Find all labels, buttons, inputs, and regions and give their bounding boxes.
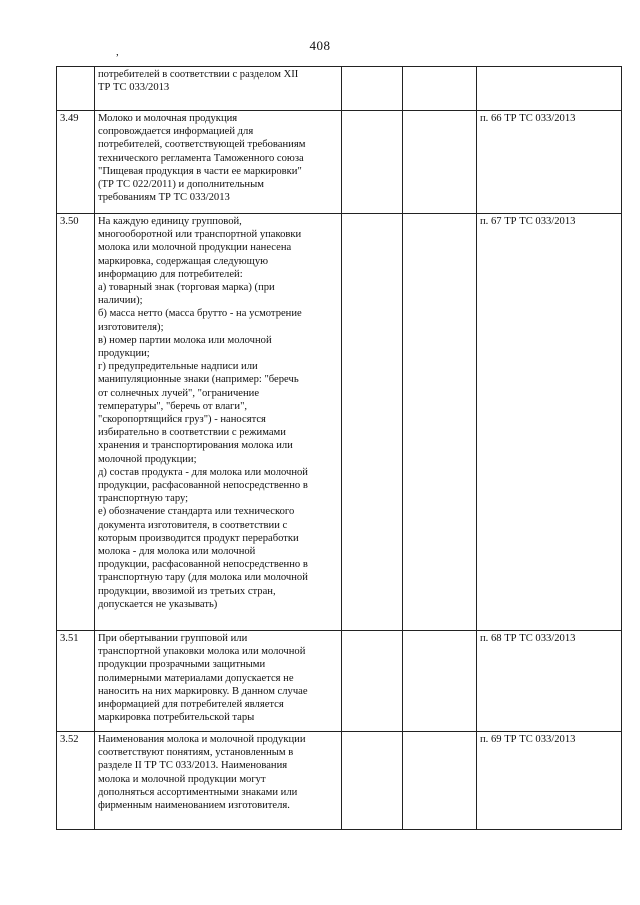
requirement-line: молока - для молока или молочной bbox=[98, 546, 256, 558]
requirement-line: молочной продукции; bbox=[98, 453, 197, 465]
requirement-line: потребителей, соответствующей требованиям bbox=[98, 139, 306, 151]
table-row bbox=[57, 67, 622, 111]
requirement-text bbox=[95, 214, 342, 631]
requirement-line: разделе II ТР ТС 033/2013. Наименования bbox=[98, 760, 288, 772]
requirement-line: продукции, расфасованной непосредственно в bbox=[98, 559, 308, 571]
regulation-reference bbox=[477, 67, 622, 111]
requirement-line: "Пищевая продукция в части ее маркировки" bbox=[98, 165, 302, 177]
regulation-reference: п. 68 ТР ТС 033/2013 bbox=[477, 631, 622, 732]
margin-mark: , bbox=[116, 46, 119, 58]
requirement-line: полимерными материалами допускается не bbox=[98, 672, 294, 684]
requirement-line: молока и молочной продукции могут bbox=[98, 773, 266, 785]
requirement-line: сопровождается информацией для bbox=[98, 126, 254, 138]
requirement-line: На каждую единицу групповой, bbox=[98, 216, 242, 227]
requirement-line: молока или молочной продукции нанесена bbox=[98, 242, 292, 254]
requirement-text bbox=[95, 111, 342, 214]
regulation-reference: п. 67 ТР ТС 033/2013 bbox=[477, 214, 622, 631]
requirement-line: многооборотной или транспортной упаковки bbox=[98, 229, 302, 241]
requirement-line: манипуляционные знаки (например: "беречь bbox=[98, 374, 299, 386]
requirement-line: документа изготовителя, в соответствии с bbox=[98, 519, 288, 531]
item-number: 3.52 bbox=[57, 732, 95, 830]
requirement-line: требованиям ТР ТС 033/2013 bbox=[98, 192, 230, 204]
requirement-line: е) обозначение стандарта или технического bbox=[98, 506, 295, 518]
requirement-line: (ТР ТС 022/2011) и дополнительным bbox=[98, 179, 264, 191]
empty-cell bbox=[403, 631, 477, 732]
requirement-line: соответствуют понятиям, установленным в bbox=[98, 747, 294, 759]
requirement-line: избирательно в соответствии с режимами bbox=[98, 427, 286, 439]
requirement-line: д) состав продукта - для молока или молочной bbox=[98, 466, 308, 478]
requirement-line: Наименования молока и молочной продукции bbox=[98, 734, 306, 745]
requirement-line: продукции; bbox=[98, 348, 150, 360]
requirement-line: которым производится продукт переработки bbox=[98, 532, 299, 544]
requirement-line: допускается не указывать) bbox=[98, 598, 218, 610]
table-row bbox=[57, 111, 622, 214]
requirement-text bbox=[95, 631, 342, 732]
requirement-line: хранения и транспортирования молока или bbox=[98, 440, 293, 452]
item-number: 3.49 bbox=[57, 111, 95, 214]
requirement-line: б) масса нетто (масса брутто - на усмотрение bbox=[98, 308, 302, 320]
requirement-line: транспортной упаковки молока или молочной bbox=[98, 646, 306, 658]
requirement-line: продукции прозрачными защитными bbox=[98, 659, 266, 671]
requirement-line: технического регламента Таможенного союза bbox=[98, 152, 304, 164]
requirement-line: температуры", "беречь от влаги", bbox=[98, 400, 248, 412]
empty-cell bbox=[342, 631, 403, 732]
requirement-line: в) номер партии молока или молочной bbox=[98, 334, 272, 346]
empty-cell bbox=[342, 214, 403, 631]
requirement-line: маркировка потребительской тары bbox=[98, 712, 255, 724]
requirement-line: г) предупредительные надписи или bbox=[98, 361, 258, 373]
requirement-text bbox=[95, 67, 342, 111]
regulation-reference: п. 69 ТР ТС 033/2013 bbox=[477, 732, 622, 830]
requirement-line: транспортную тару; bbox=[98, 493, 189, 505]
item-number bbox=[57, 67, 95, 111]
requirement-line: продукции, ввозимой из третьих стран, bbox=[98, 585, 276, 597]
empty-cell bbox=[403, 111, 477, 214]
empty-cell bbox=[403, 67, 477, 111]
requirement-line: "скоропортящийся груз") - наносятся bbox=[98, 414, 266, 426]
item-number: 3.50 bbox=[57, 214, 95, 631]
requirement-line: транспортную тару (для молока или молочной bbox=[98, 572, 308, 584]
requirements-table bbox=[56, 66, 622, 830]
page-number: 408 bbox=[309, 38, 331, 53]
requirement-line: потребителей в соответствии с разделом XII bbox=[98, 69, 299, 80]
empty-cell bbox=[342, 67, 403, 111]
requirement-line: наносить на них маркировку. В данном случае bbox=[98, 685, 308, 697]
table-row bbox=[57, 214, 622, 631]
requirement-line: маркировка, содержащая следующую bbox=[98, 255, 269, 267]
item-number: 3.51 bbox=[57, 631, 95, 732]
requirement-line: Молоко и молочная продукция bbox=[98, 113, 238, 124]
empty-cell bbox=[342, 732, 403, 830]
requirement-line: от солнечных лучей", "ограничение bbox=[98, 387, 260, 399]
empty-cell bbox=[403, 732, 477, 830]
requirement-line: изготовителя); bbox=[98, 321, 164, 333]
empty-cell bbox=[403, 214, 477, 631]
table-row bbox=[57, 732, 622, 830]
requirement-line: наличии); bbox=[98, 295, 143, 307]
requirement-line: ТР ТС 033/2013 bbox=[98, 82, 170, 94]
regulation-reference: п. 66 ТР ТС 033/2013 bbox=[477, 111, 622, 214]
requirement-line: дополняться ассортиментными знаками или bbox=[98, 786, 298, 798]
table-row bbox=[57, 631, 622, 732]
requirement-line: продукции, расфасованной непосредственно в bbox=[98, 480, 308, 492]
empty-cell bbox=[342, 111, 403, 214]
requirement-line: а) товарный знак (торговая марка) (при bbox=[98, 282, 275, 294]
requirement-line: информацию для потребителей: bbox=[98, 268, 243, 280]
requirement-line: При обертывании групповой или bbox=[98, 633, 248, 644]
requirement-line: фирменным наименованием изготовителя. bbox=[98, 800, 290, 812]
requirement-line: информацией для потребителей является bbox=[98, 699, 284, 711]
requirement-text bbox=[95, 732, 342, 830]
